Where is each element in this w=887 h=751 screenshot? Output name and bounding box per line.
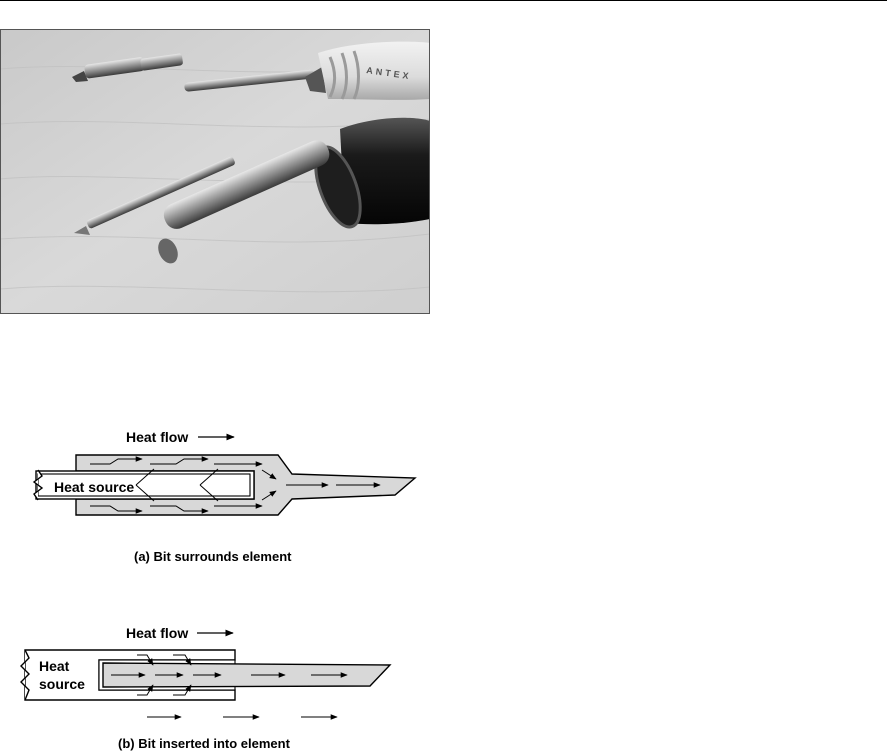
brand-text: ANTEX <box>365 65 413 82</box>
caption-b: (b) Bit inserted into element <box>118 736 290 751</box>
heat-flow-label: Heat flow <box>126 625 189 641</box>
heat-source-label-line2: source <box>39 676 85 692</box>
caption-a: (a) Bit surrounds element <box>134 549 292 564</box>
soldering-irons-photo <box>0 29 430 314</box>
diagram-bit-surrounds-element <box>30 425 430 565</box>
heat-source-label: Heat source <box>54 479 135 495</box>
heat-flow-label: Heat flow <box>126 429 189 445</box>
heat-source-label-line1: Heat <box>39 658 70 674</box>
diagram-bit-inserted-into-element <box>15 620 405 751</box>
break-line-b <box>21 650 29 700</box>
top-rule <box>0 0 887 1</box>
